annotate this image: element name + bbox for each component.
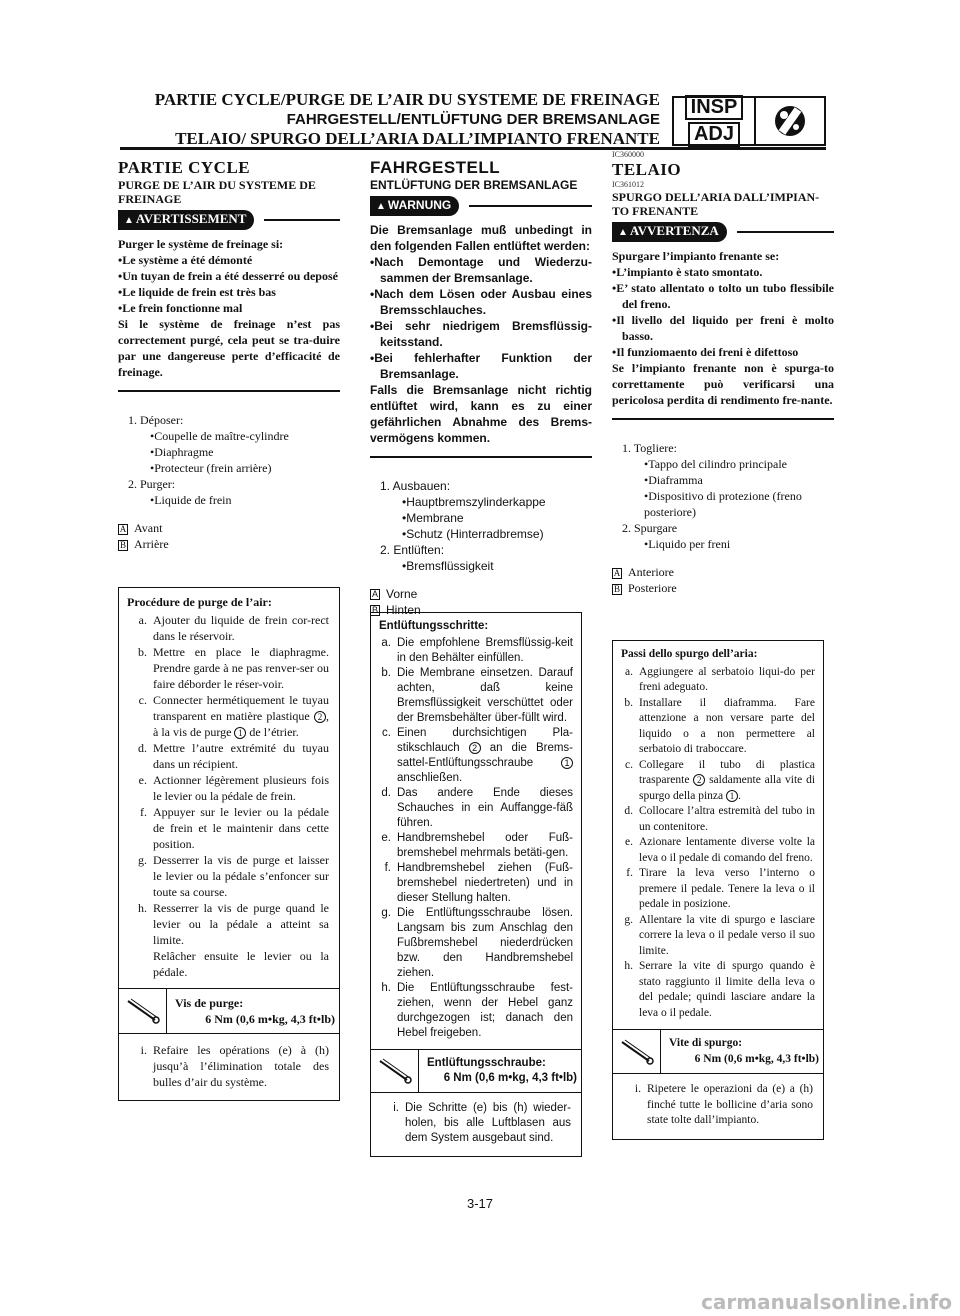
procedure-step-c: Einen durchsichtigen Pla-stikschlauch 2 an die Brems-sattel-Entlüftungsschraube 1 anschließen. [397, 727, 573, 784]
legend-box-b: B [371, 605, 378, 616]
warning-bullet: •Il livello del liquido per freni è molto basso. [612, 313, 834, 343]
step-1: 1. Ausbauen: [380, 479, 451, 493]
procedure-step-f: Tirare la leva verso l’interno o premere il pedale. Tenere la leva o il pedale in posizione. [639, 867, 815, 910]
legend-b: Arrière [134, 537, 169, 551]
legend [118, 520, 340, 552]
page-header [150, 90, 660, 149]
legend-a: Vorne [386, 587, 418, 601]
procedure-title: Passi dello spurgo dell’aria: [621, 648, 758, 660]
procedure-step-d: Collocare l’altra estremità del tubo in un contenitore. [639, 805, 815, 833]
callout-2: 2 [314, 711, 326, 723]
procedure-step-a: Ajouter du liquide de frein cor-rect dans le réservoir. [153, 613, 329, 643]
torque-value: 6 Nm (0,6 m•kg, 4,3 ft•lb) [205, 1012, 335, 1026]
step-item: •Bremsflüssigkeit [402, 559, 494, 573]
warning-text [370, 222, 592, 446]
warning-text [118, 236, 340, 380]
procedure-step-a: Die empfohlene Bremsflüssig-keit in den Behälter einfüllen. [397, 637, 573, 664]
procedure-step-c: Connecter hermétiquement le tuyau transparent en matière plastique 2 , à la vis de purge 1 de l’étrier. [153, 693, 329, 739]
callout-1: 1 [561, 757, 573, 769]
warning-bullet: •Le frein fonctionne mal [118, 301, 243, 315]
header-title-de: FAHRGESTELL/ENTLÜFTUNG DER BREMSANLAGE [286, 111, 660, 128]
steps-list [612, 440, 834, 552]
code-ref: IC361012 [612, 180, 644, 189]
header-title-fr: PARTIE CYCLE/PURGE DE L’AIR DU SYSTEME DE FREINAGE [154, 90, 660, 109]
step-item: •Hauptbremszylinderkappe [402, 495, 546, 509]
legend-box-a: A [613, 567, 621, 578]
procedure-step-a: Aggiungere al serbatoio liqui-do per freni adeguato. [639, 665, 815, 693]
step-item: •Diaframma [644, 473, 703, 487]
procedure-step-b: Mettre en place le diaphragme. Prendre garde à ne pas renver-ser ou faire déborder le réser-voir. [153, 645, 329, 691]
step-item: •Liquide de frein [150, 493, 232, 507]
badge-adj: ADJ [688, 122, 740, 147]
torque-value: 6 Nm (0,6 m•kg, 4,3 ft•lb) [443, 1072, 577, 1084]
legend-b: Posteriore [628, 581, 677, 595]
page-number: 3-17 [466, 1196, 494, 1211]
wrench-tool-icon [754, 98, 824, 144]
procedure-box-de: Entlüftungsschritte: a. Die empfohlene Bremsflüssig-keit in den Behälter einfüllen. b. Die Membrane einsetzen. Darauf achten, daß keine Bremsflüssigkeit verschüttet oder der Bremsbehälter über-füllt wird. c. Einen durchsichtigen Pla-stikschlauch 2 an die Brems-sattel-Entlüftungsschraube 1 anschließen. d. Das andere Ende dieses Schauches in ein Auffangge-fäß führen. e. Handbremshebel oder Fuß-bremshebel mehrmals betäti-gen. f. Handbremshebel ziehen (Fuß-bremshebel niedertreten) und in dieser Stellung halten. g. Die Entlüftungsschraube lösen. Langsam bis zum Anschlag den Fußbremshebel niederdrücken bzw. den Handbremshebel ziehen. h. Die Entlüftungsschraube fest-ziehen, wenn der Hebel ganz durchgezogen ist; danach den Hebel freigeben. Entlüftungsschraube: 6 Nm (0,6 m•kg, 4,3 ft•lb) i. Die Schritte (e) bis (h) wieder-holen, bis alle Luftblasen aus dem System ausgebaut sind. [370, 612, 582, 1157]
procedure-step-i: Ripetere le operazioni da (e) a (h) finché tutte le bollicine d’aria sono state tolte dall’impianto. [647, 1083, 813, 1126]
procedure-step-i: Refaire les opérations (e) à (h) jusqu’à l’élimination totale des bulles d’air du système. [153, 1043, 329, 1089]
procedure-box-fr: Procédure de purge de l’air: a. Ajouter du liquide de frein cor-rect dans le réservoir. b. Mettre en place le diaphragme. Prendre garde à ne pas renver-ser ou faire déborder le réser-voir. c. Connecter hermétiquement le tuyau transparent en matière plastique 2 , à la vis de purge 1 de l’étrier. d. Mettre l’autre extrémité du tuyau dans un récipient. e. Actionner légèrement plusieurs fois le levier ou la pédale de frein. f. Appuyer sur le levier ou la pédale de frein et le maintenir dans cette position. g. Desserrer la vis de purge et laisser le levier ou la pédale s’enfoncer sur toute sa course. h. Resserrer la vis de purge quand le levier ou la pédale a atteint sa limite. Relâcher ensuite le levier ou la pédale. Vis de purge: 6 Nm (0,6 m•kg, 4,3 ft•lb) i. Refaire les opérations (e) à (h) jusqu’à l’élimination totale des bulles d’air du système. [118, 587, 340, 1101]
procedure-step-h: Serrare la vite di spurgo quando è stato raggiunto il limite della leva o del pedale; quindi lasciare andare la leva o il pedale. [639, 960, 815, 1019]
warning-bullet: •L’impianto è stato smontato. [612, 265, 763, 279]
procedure-step-f: Handbremshebel ziehen (Fuß-bremshebel niedertreten) und in dieser Stellung halten. [397, 862, 573, 904]
legend-box-a: A [119, 523, 127, 534]
warning-banner [118, 210, 340, 230]
warning-bullet: •Il funziomaento dei freni è difettoso [612, 345, 799, 359]
column-german [370, 158, 592, 618]
code-ref: IC360000 [612, 150, 644, 159]
section-title: FAHRGESTELL [370, 158, 501, 177]
procedure-box-it: Passi dello spurgo dell’aria: a. Aggiungere al serbatoio liqui-do per freni adeguato. b. Installare il diaframma. Fare attenzione a non versare parte del liquido o a non permettere al serbatoio di traboccare. c. Collegare il tubo di plastica trasparente 2 saldamente alla vite di spurgo della pinza 1 . d. Collocare l’altra estremità del tubo in un contenitore. e. Azionare lentamente diverse volte la leva o il pedale di comando del freno. f. Tirare la leva verso l’interno o premere il pedale. Tenere la leva o il pedale in posizione. g. Allentare la vite di spurgo e lasciare correre la leva o il pedale verso il suo limite. h. Serrare la vite di spurgo quando è stato raggiunto il limite della leva o del pedale; quindi lasciare andare la leva o il pedale. Vite di spurgo: 6 Nm (0,6 m•kg, 4,3 ft•lb) i. Ripetere le operazioni da (e) a (h) finché tutte le bollicine d’aria sono state tolte dall’impianto. [612, 640, 824, 1140]
warning-label: WARNUNG [387, 198, 452, 212]
steps-list [118, 412, 340, 508]
procedure-step-i: Die Schritte (e) bis (h) wieder-holen, bis alle Luftblasen aus dem System ausgebaut sind. [405, 1102, 571, 1144]
legend-b: Hinten [386, 603, 421, 617]
callout-1: 1 [234, 727, 246, 739]
torque-spec [613, 1029, 823, 1074]
legend-a: Avant [134, 521, 163, 535]
warning-close: Si le système de freinage n’est pas correctement purgé, cela peut se tra-duire par une dangereuse perte d’efficacité de freinage. [118, 317, 340, 379]
warning-close: Se l’impianto frenante non è spurga-to correttamente può verificarsi una pericolosa perdita di rendimento fre-nante. [612, 361, 834, 407]
warning-bullet: •Nach Demontage und Wiederzu-sammen der Bremsanlage. [370, 255, 592, 285]
torque-label: Vite di spurgo: [669, 1037, 743, 1049]
warning-intro: Spurgare l’impianto frenante se: [612, 249, 780, 263]
warning-intro: Purger le système de freinage si: [118, 237, 284, 251]
procedure-step-e: Handbremshebel oder Fuß-bremshebel mehrmals betäti-gen. [397, 832, 573, 859]
warning-bullet: •Bei fehlerhafter Funktion der Bremsanlage. [370, 351, 592, 381]
procedure-step-c: Collegare il tubo di plastica trasparente 2 saldamente alla vite di spurgo della pinza 1 . [639, 758, 816, 802]
procedure-step-e: Actionner légèrement plusieurs fois le levier ou la pédale de frein. [153, 773, 329, 803]
callout-1: 1 [726, 790, 738, 802]
procedure-step-f: Appuyer sur le levier ou la pédale de frein et le maintenir dans cette position. [153, 805, 329, 851]
warning-bullet: •Bei sehr niedrigem Bremsflüssig-keitsstand. [370, 319, 592, 349]
step-2: 2. Purger: [128, 477, 176, 491]
warning-bullet: •Le liquide de frein est très bas [118, 285, 276, 299]
warning-banner [612, 222, 834, 242]
warning-banner [370, 196, 592, 216]
torque-spec [119, 988, 339, 1034]
header-title-it: TELAIO/ SPURGO DELL’ARIA DALL’IMPIANTO FRENANTE [175, 129, 660, 148]
warning-label: AVERTISSEMENT [135, 211, 247, 226]
step-2: 2. Entlüften: [380, 543, 445, 557]
procedure-title: Procédure de purge de l’air: [127, 595, 272, 609]
step-item: •Coupelle de maître-cylindre [150, 429, 289, 443]
procedure-step-e: Azionare lentamente diverse volte la leva o il pedale di comando del freno. [639, 836, 815, 864]
warning-bullet: •Un tuyan de frein a été desserré ou deposé [118, 269, 338, 283]
insp-adj-badge [672, 96, 826, 146]
procedure-step-d: Mettre l’autre extrémité du tuyau dans un récipient. [153, 741, 329, 771]
torque-spec [371, 1049, 581, 1093]
step-2: 2. Spurgare [622, 521, 678, 535]
procedure-title: Entlüftungsschritte: [379, 620, 489, 632]
step-item: •Diaphragme [150, 445, 214, 459]
legend-box-a: A [371, 589, 378, 600]
torque-label: Entlüftungsschraube: [427, 1057, 546, 1069]
callout-2: 2 [693, 774, 705, 786]
procedure-step-h: Resserrer la vis de purge quand le levier ou la pédale a atteint sa limite. Relâcher ensuite le levier ou la pédale. [153, 901, 329, 979]
step-item: •Liquido per freni [644, 537, 731, 551]
subsection-title: PURGE DE L’AIR DU SYSTEME DE FREINAGE [118, 178, 316, 206]
torque-value: 6 Nm (0,6 m•kg, 4,3 ft•lb) [694, 1052, 819, 1065]
warning-triangle-icon: ▲ [618, 227, 628, 238]
procedure-step-d: Das andere Ende dieses Schauches in ein Auffangge-fäß führen. [397, 787, 573, 829]
step-item: •Dispositivo di protezione (freno posteriore) [644, 489, 802, 519]
step-1: 1. Déposer: [128, 413, 184, 427]
torque-wrench-icon [119, 989, 167, 1033]
legend-box-b: B [119, 539, 126, 550]
section-title: TELAIO [612, 160, 682, 179]
legend-box-b: B [613, 583, 620, 594]
torque-label: Vis de purge: [175, 996, 244, 1010]
torque-wrench-icon [371, 1050, 419, 1092]
procedure-step-b: Die Membrane einsetzen. Darauf achten, daß keine Bremsflüssigkeit verschüttet oder der Bremsbehälter über-füllt wird. [397, 667, 573, 724]
warning-bullet: •Nach dem Lösen oder Ausbau eines Bremsschlauches. [370, 287, 592, 317]
warning-text [612, 248, 834, 408]
step-item: •Schutz (Hinterradbremse) [402, 527, 544, 541]
subsection-title: ENTLÜFTUNG DER BREMSANLAGE [370, 178, 578, 192]
warning-intro: Die Bremsanlage muß unbedingt in den folgenden Fallen entlüftet werden: [370, 223, 592, 253]
badge-insp: INSP [685, 95, 744, 120]
step-item: •Tappo del cilindro principale [644, 457, 787, 471]
warning-bullet: •E’ stato allentato o tolto un tubo flessibile del freno. [612, 281, 834, 311]
step-item: •Protecteur (frein arrière) [150, 461, 272, 475]
warning-bullet: •Le système a été démonté [118, 253, 253, 267]
torque-wrench-icon [613, 1030, 661, 1073]
callout-2: 2 [469, 742, 481, 754]
section-title: PARTIE CYCLE [118, 158, 251, 177]
column-french [118, 158, 340, 552]
procedure-step-g: Desserrer la vis de purge et laisser le levier ou la pédale s’enfoncer sur toute sa course. [153, 853, 329, 899]
warning-close: Falls die Bremsanlage nicht richtig entlüftet wird, kann es zu einer gefährlichen Abnahme des Brems-vermögens kommen. [370, 383, 592, 445]
warning-label: AVVERTENZA [629, 223, 719, 238]
procedure-step-g: Die Entlüftungsschraube lösen. Langsam bis zum Anschlag den Fußbremshebel niederdrücken bzw. den Handbremshebel ziehen. [397, 907, 573, 979]
subsection-title: SPURGO DELL’ARIA DALL’IMPIAN-TO FRENANTE [612, 190, 820, 218]
watermark: carmanualsonline.info [701, 1290, 952, 1314]
legend-a: Anteriore [628, 565, 674, 579]
steps-list [370, 478, 592, 574]
warning-triangle-icon: ▲ [376, 201, 386, 212]
procedure-step-g: Allentare la vite di spurgo e lasciare correre la leva o il pedale verso il suo limite. [639, 913, 815, 957]
warning-triangle-icon: ▲ [124, 215, 134, 226]
procedure-step-h: Die Entlüftungsschraube fest-ziehen, wenn der Hebel ganz durchgezogen ist; danach den Hebel freigeben. [397, 982, 573, 1039]
step-1: 1. Togliere: [622, 441, 677, 455]
procedure-step-b: Installare il diaframma. Fare attenzione a non versare parte del liquido o a non permettere al serbatoio di traboccare. [639, 696, 815, 755]
column-italian [612, 150, 834, 596]
step-item: •Membrane [402, 511, 464, 525]
legend [612, 564, 834, 596]
